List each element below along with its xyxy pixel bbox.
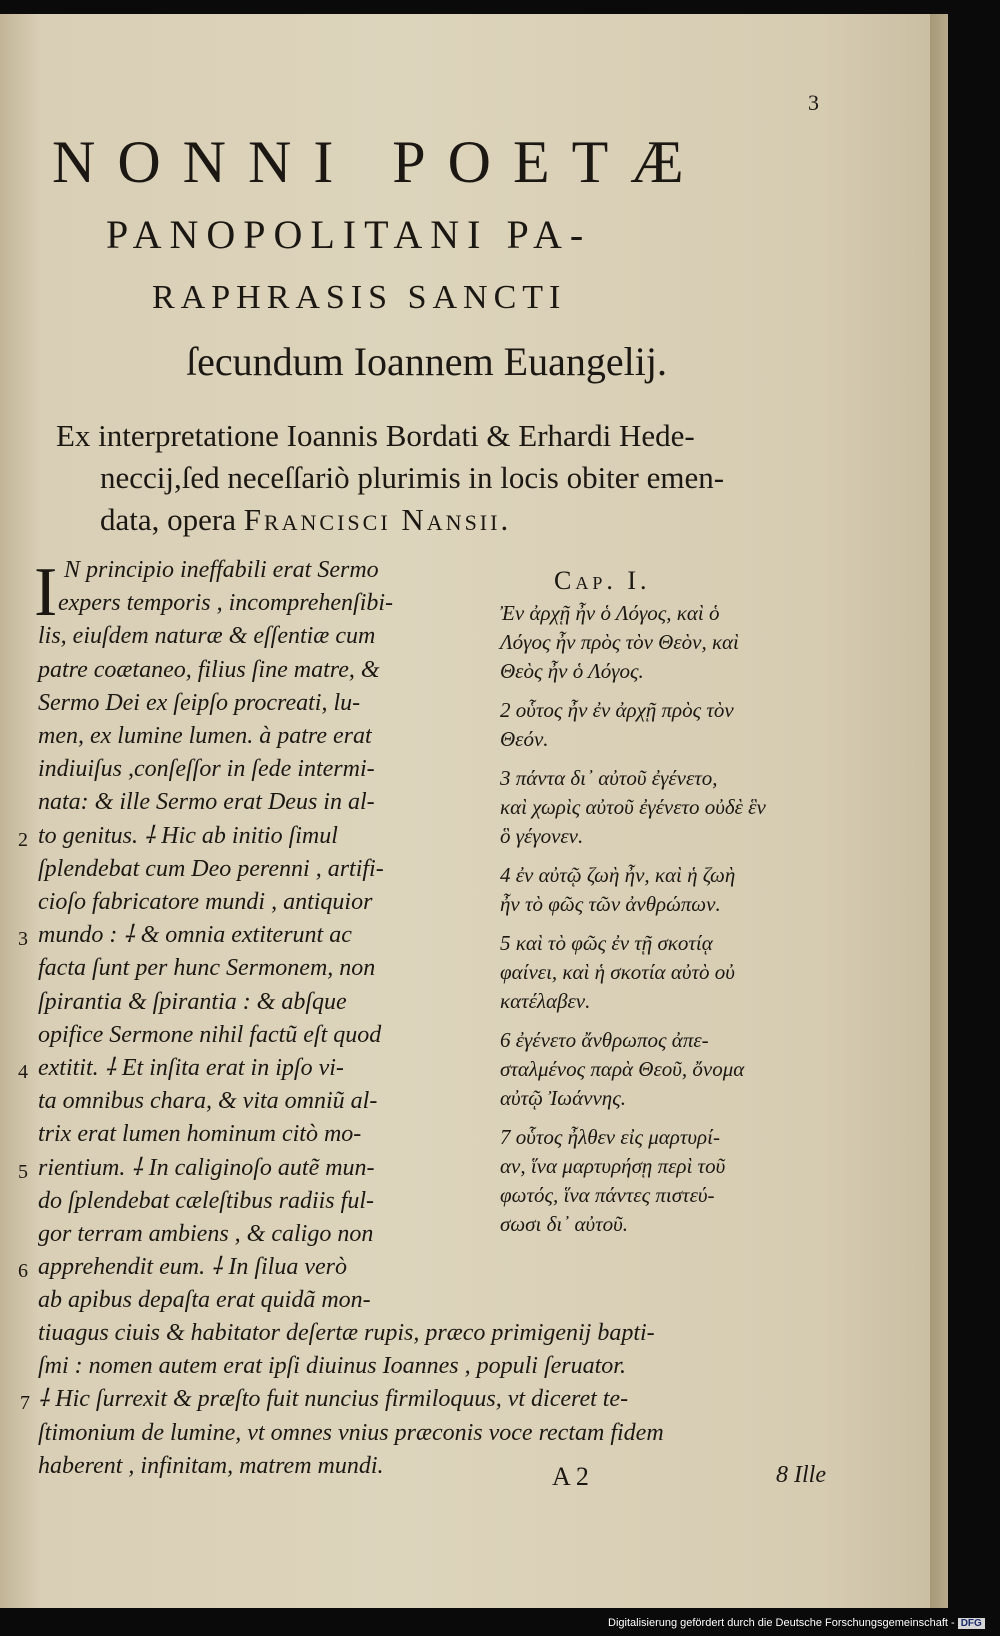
latin-line-text: Sermo Dei ex ſeipſo procreati, lu- [38,689,361,716]
latin-line-text: lis, eiuſdem naturæ & eſſentiæ cum [38,623,376,650]
greek-column [500,566,830,1249]
latin-line-text: facta ſunt per hunc Sermonem, non [38,955,376,982]
latin-line [18,986,468,1019]
greek-line: σωσι δι᾽ αὐτοῦ. [500,1212,629,1236]
latin-line-text: to genitus. ⸸ Hic ab initio ſimul [38,822,338,849]
latin-line-text: ab apibus depaſta erat quidã mon- [38,1287,371,1314]
latin-line [18,820,468,853]
greek-line: φαίνει, καὶ ἡ σκοτία αὐτὸ οὐ [500,960,735,984]
latin-line [20,1383,838,1416]
chapter-heading: Cap. I. [554,566,651,595]
greek-line: Θεὸς ἦν ὁ Λόγος. [500,659,644,683]
greek-line: σταλμένος παρὰ Θεοῦ, ὄνομα [500,1057,745,1081]
greek-line: ἦν τὸ φῶς τῶν ἀνθρώπων. [500,892,721,916]
latin-line-text: expers temporis , incomprehenſibi- [58,590,394,617]
latin-line-text: tiuagus ciuis & habitator deſertæ rupis, præco primigenij bapti- [38,1320,655,1346]
footer-text: Digitalisierung gefördert durch die Deutsche Forschungsgemeinschaft - [608,1617,955,1629]
greek-line: Λόγος ἦν πρὸς τὸν Θεὸν, καὶ [500,630,739,654]
verse-number: 3 [18,928,28,951]
author-name: Francisci Nansii. [243,502,512,537]
latin-line-text: do ſplendebat cæleſtibus radiis ful- [38,1187,374,1214]
greek-line: κατέλαβεν. [500,989,591,1013]
greek-line: φωτός, ἵνα πάντες πιστεύ- [500,1183,715,1207]
latin-line-text: ſpirantia & ſpirantia : & abſque [38,988,347,1015]
latin-line [18,1284,468,1317]
greek-line: 3 πάντα δι᾽ αὐτοῦ ἐγένετο, [500,766,718,790]
latin-line-text: indiuiſus ,conſeſſor in ſede intermi- [38,756,375,783]
latin-line-text: gor terram ambiens , & caligo non [38,1221,374,1248]
latin-line [18,1019,468,1052]
verse-number: 2 [18,828,28,851]
latin-line [18,1085,468,1118]
page-gutter [930,14,948,1608]
latin-line [18,587,468,620]
intro-line-text: data, opera [100,502,244,537]
latin-line-text: extitit. ⸸ Et inſita erat in ipſo vi- [38,1055,344,1082]
latin-line-text: mundo : ⸸ & omnia extiterunt ac [38,922,352,949]
latin-line [38,1317,838,1350]
greek-line: ὃ γέγονεν. [500,824,584,848]
latin-line [18,1152,468,1185]
latin-line [18,1185,468,1218]
latin-line [18,687,468,720]
latin-line [18,753,468,786]
intro-line [56,499,836,541]
digitization-footer [608,1617,985,1629]
book-page [0,14,948,1608]
drop-cap: I [34,554,58,631]
greek-verse [500,861,830,919]
latin-line-text: ſtimonium de lumine, vt omnes vnius præconis voce rectam fidem [38,1419,664,1446]
greek-verse [500,599,830,686]
latin-line [18,720,468,753]
latin-line-text: trix erat lumen hominum citò mo- [38,1121,362,1148]
verse-number: 7 [20,1392,30,1415]
latin-line [18,786,468,819]
latin-line-text: patre coætaneo, filius ſine matre, & [38,656,380,683]
title-line-1: NONNI POETÆ [52,129,706,195]
verse-number: 4 [18,1061,28,1084]
title-line-2: PANOPOLITANI PA- [106,212,592,257]
latin-line [18,1118,468,1151]
latin-column [18,554,468,1318]
latin-line [38,1417,838,1450]
greek-line: αὐτῷ Ἰωάννης. [500,1086,626,1110]
latin-line [18,919,468,952]
page-number: 3 [808,90,819,115]
greek-line: Ἐν ἀρχῇ ἦν ὁ Λόγος, καὶ ὁ [500,601,720,625]
latin-line [38,1450,838,1483]
latin-line-text: rientium. ⸸ In caliginoſo autẽ mun- [38,1154,375,1181]
catchword: 8 Ille [776,1462,826,1488]
latin-continuation [20,1317,838,1483]
greek-verse [500,696,830,754]
latin-line-text: ſplendebat cum Deo perenni , artifi- [38,855,384,882]
dfg-logo: DFG [958,1618,985,1629]
latin-line-text: apprehendit eum. ⸸ In ſilua verò [38,1254,347,1281]
latin-line [18,1052,468,1085]
latin-line [18,654,468,687]
latin-line-text: haberent , infinitam, matrem mundi. [38,1452,384,1479]
latin-line-text: N principio ineffabili erat Sermo [64,557,379,583]
latin-line-text: opifice Sermone nihil factũ eſt quod [38,1021,382,1048]
greek-line: 2 οὗτος ἦν ἐν ἀρχῇ πρὸς τὸν [500,698,734,722]
signature-mark: A 2 [552,1462,589,1491]
latin-line [18,1218,468,1251]
verse-number: 6 [18,1260,28,1283]
greek-verse [500,1123,830,1239]
greek-line: καὶ χωρὶς αὐτοῦ ἐγένετο οὐδὲ ἓν [500,795,766,819]
latin-line-text: ſmi : nomen autem erat ipſi diuinus Ioannes , populi ſeruator. [38,1353,626,1380]
greek-line: αν, ἵνα μαρτυρήσῃ περὶ τοῦ [500,1154,726,1178]
latin-line [18,886,468,919]
greek-verse [500,929,830,1016]
latin-line [18,1251,468,1284]
title-line-4: ſecundum Ioannem Euangelij. [186,339,667,384]
latin-line [18,952,468,985]
greek-line: Θεόν. [500,727,549,751]
greek-verse [500,1026,830,1113]
greek-line: 7 οὗτος ἦλθεν εἰς μαρτυρί- [500,1125,720,1149]
intro-line: Ex interpretatione Ioannis Bordati & Erhardi Hede- [56,418,695,453]
greek-line: 4 ἐν αὐτῷ ζωὴ ἦν, καὶ ἡ ζωὴ [500,863,736,887]
greek-verse [500,764,830,851]
latin-line [18,554,468,587]
latin-line-text: ta omnibus chara, & vita omniũ al- [38,1088,378,1115]
intro-line: neccij,ſed neceſſariò plurimis in locis obiter emen- [100,460,725,495]
latin-line-text: cioſo fabricatore mundi , antiquior [38,889,373,916]
intro-paragraph [56,415,836,541]
latin-line [38,1350,838,1383]
greek-line: 5 καὶ τὸ φῶς ἐν τῇ σκοτίᾳ [500,931,713,955]
latin-line-text: men, ex lumine lumen. à patre erat [38,723,372,750]
latin-line [18,853,468,886]
latin-line [18,620,468,653]
latin-line-text: ⸸ Hic ſurrexit & præſto fuit nuncius firmiloquus, vt diceret te- [38,1386,629,1413]
title-line-3: RAPHRASIS SANCTI [152,279,567,316]
latin-line-text: nata: & ille Sermo erat Deus in al- [38,789,375,816]
verse-number: 5 [18,1160,28,1183]
greek-line: 6 ἐγένετο ἄνθρωπος ἀπε- [500,1028,709,1052]
